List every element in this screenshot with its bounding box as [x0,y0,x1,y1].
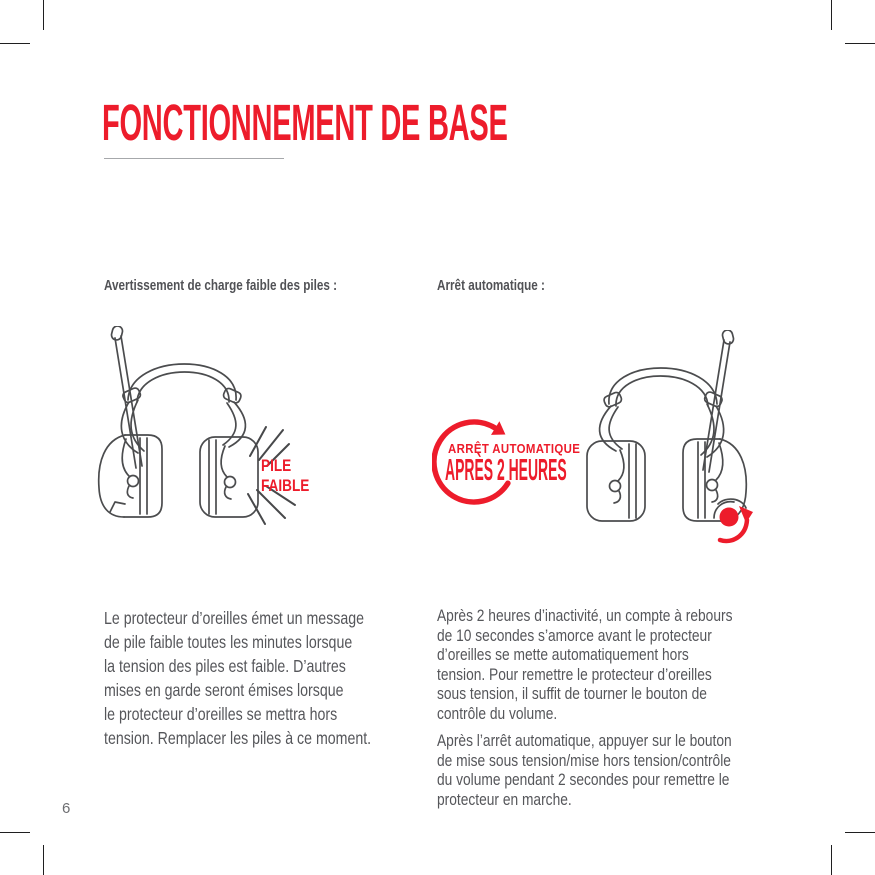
crop-mark-top-left-v [43,0,44,30]
inner-ear-cup [587,441,645,521]
paragraph-line: de pile faible toutes les minutes lorsque [104,632,353,652]
title-underline [104,158,284,159]
auto-shutoff-paragraph-2 [437,731,801,809]
crop-mark-top-right-v [831,0,832,30]
low-battery-callout [261,456,321,496]
callout-line: FAIBLE [261,476,310,495]
headphones-illustration-left [92,326,310,551]
section-heading-auto-shutoff: Arrêt automatique : [437,277,545,294]
paragraph-line: du volume pendant 2 secondes pour remettre le [437,770,730,789]
right-ear-cup [200,437,258,517]
low-battery-paragraph [104,606,434,750]
crop-mark-bottom-left-v [43,845,44,875]
callout-line: PILE [261,456,292,475]
crop-mark-top-left-h [0,43,30,44]
page-number: 6 [62,800,71,817]
paragraph-line: Le protecteur d’oreilles émet un message [104,608,365,628]
paragraph-line: d’oreilles se mette automatiquement hors [437,645,689,664]
volume-knob-rotate-icon [698,492,768,550]
badge-label-large: APRÈS 2 HEURES [445,452,567,487]
section-heading-low-battery: Avertissement de charge faible des piles : [104,277,338,294]
headband-icon [603,368,724,408]
crop-mark-top-right-h [845,43,875,44]
paragraph-line: la tension des piles est faible. D’autres [104,656,346,676]
paragraph-line: le protecteur d’oreilles se mettra hors [104,704,338,724]
crop-mark-bottom-right-h [845,832,875,833]
crop-mark-bottom-right-v [831,845,832,875]
crop-mark-bottom-left-h [0,832,30,833]
paragraph-line: contrôle du volume. [437,703,558,723]
paragraph-line: protecteur en marche. [437,789,572,809]
paragraph-line: tension. Remplacer les piles à ce moment. [104,728,372,748]
paragraph-line: sous tension, il suffit de tourner le bouton de [437,684,707,703]
auto-shutoff-paragraph-1 [437,606,802,723]
headphones-lineart-icon [92,326,310,551]
badge-label-small: ARRÊT AUTOMATIQUE [448,441,581,456]
paragraph-line: de mise sous tension/mise hors tension/contrôle [437,750,731,770]
headband-icon [122,364,243,404]
page-title: FONCTIONNEMENT DE BASE [102,94,508,151]
paragraph-line: de 10 secondes s’amorce avant le protecteur [437,625,712,645]
paragraph-line: Après l’arrêt automatique, appuyer sur le bouton [437,731,732,750]
paragraph-line: tension. Pour remettre le protecteur d’oreilles [437,664,712,684]
paragraph-line: mises en garde seront émises lorsque [104,680,344,700]
paragraph-line: Après 2 heures d’inactivité, un compte à rebours [437,606,733,625]
